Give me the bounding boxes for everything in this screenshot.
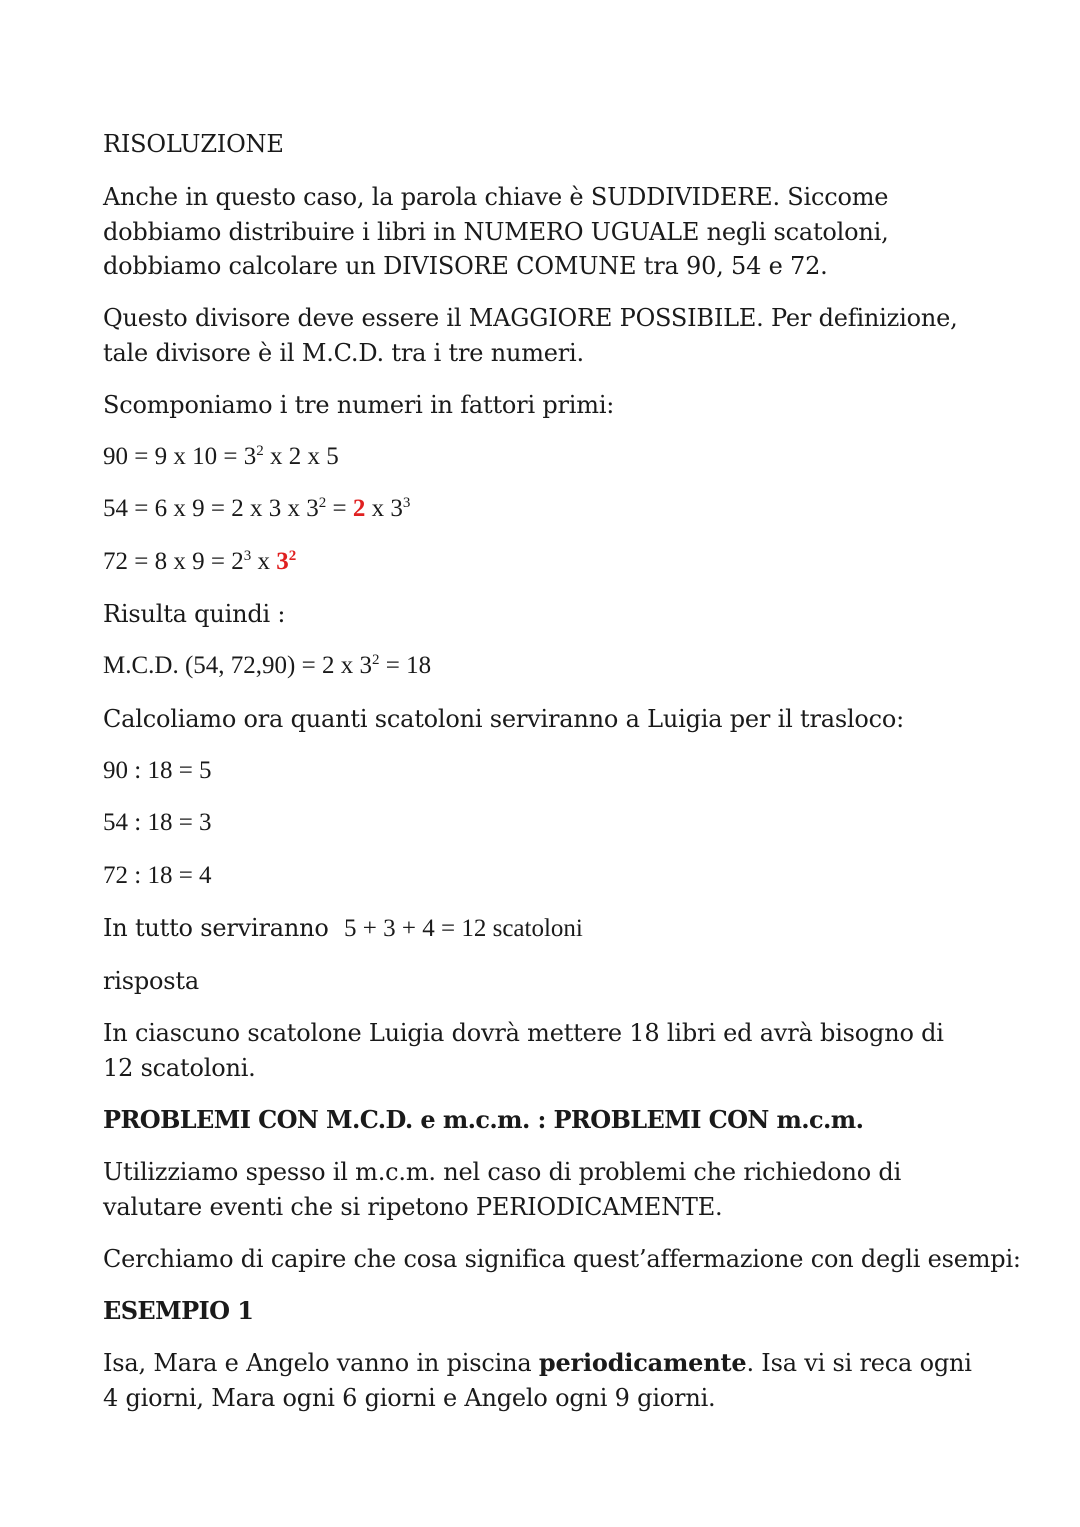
division-54: 54 : 18 = 3 (103, 809, 212, 836)
mcm-paragraph-1: Utilizziamo spesso il m.c.m. nel caso di problemi che richiedono di valutare eventi che si ripetono PERIODICAMENTE. (103, 1158, 902, 1221)
example-text (103, 1346, 983, 1415)
division-72: 72 : 18 = 4 (103, 862, 212, 889)
total-expression: 5 + 3 + 4 = 12 scatoloni (344, 915, 583, 942)
intro-paragraph-3: Scomponiamo i tre numeri in fattori primi: (103, 391, 615, 419)
factorization-90-rest: x 2 x 5 (263, 443, 339, 470)
answer-label: risposta (103, 967, 199, 995)
example-text-start: Isa, Mara e Angelo vanno in piscina (103, 1349, 539, 1377)
factorization-54 (103, 492, 410, 526)
factorization-90-exponent: 2 (256, 443, 264, 459)
factorization-72-highlight: 3 (276, 548, 289, 575)
result-label: Risulta quindi : (103, 600, 286, 628)
example-text-end: . Isa vi si reca ogni 4 giorni, Mara ogni 6 giorni e Angelo ogni 9 giorni. (103, 1349, 972, 1412)
total-label: In tutto serviranno (103, 914, 337, 942)
factorization-72-text: 72 = 8 x 9 = 2 (103, 548, 244, 575)
mcd-result-value: = 18 (379, 652, 432, 679)
section-title: RISOLUZIONE (103, 130, 284, 158)
factorization-72-times: x (251, 548, 277, 575)
factorization-54-text: 54 = 6 x 9 = 2 x 3 x 3 (103, 495, 319, 522)
factorization-54-rest-exponent: 3 (402, 495, 411, 511)
mcd-result-text: M.C.D. (54, 72,90) = 2 x 3 (103, 652, 372, 679)
factorization-54-equals: = (326, 495, 353, 522)
factorization-72-exponent: 3 (243, 548, 252, 564)
factorization-54-highlight: 2 (352, 495, 366, 522)
division-90: 90 : 18 = 5 (103, 757, 212, 784)
total-line (103, 911, 583, 946)
mcd-result-exponent: 2 (371, 652, 380, 668)
answer-text: In ciascuno scatolone Luigia dovrà mettere 18 libri ed avrà bisogno di 12 scatoloni. (103, 1019, 944, 1082)
factorization-90 (103, 440, 339, 474)
problems-heading: PROBLEMI CON M.C.D. e m.c.m. : PROBLEMI CON m.c.m. (103, 1105, 864, 1134)
boxes-intro: Calcoliamo ora quanti scatoloni serviranno a Luigia per il trasloco: (103, 705, 905, 733)
factorization-72-highlight-exponent: 2 (288, 548, 297, 564)
intro-paragraph-2: Questo divisore deve essere il MAGGIORE POSSIBILE. Per definizione, tale divisore è il M.C.D. tra i tre numeri. (103, 304, 958, 367)
mcd-result (103, 649, 431, 683)
intro-paragraph-1: Anche in questo caso, la parola chiave è SUDDIVIDERE. Siccome dobbiamo distribuire i libri in NUMERO UGUALE negli scatoloni, dobbiamo calcolare un DIVISORE COMUNE tra 90, 54 e 72. (103, 183, 889, 280)
factorization-54-exponent: 2 (318, 495, 327, 511)
factorization-72 (103, 545, 296, 579)
factorization-54-rest: x 3 (365, 495, 403, 522)
example-text-bold: periodicamente (538, 1348, 747, 1377)
example-heading: ESEMPIO 1 (103, 1296, 254, 1325)
mcm-paragraph-2: Cerchiamo di capire che cosa significa quest’affermazione con degli esempi: (103, 1245, 1021, 1273)
factorization-90-text: 90 = 9 x 10 = 3 (103, 443, 257, 470)
